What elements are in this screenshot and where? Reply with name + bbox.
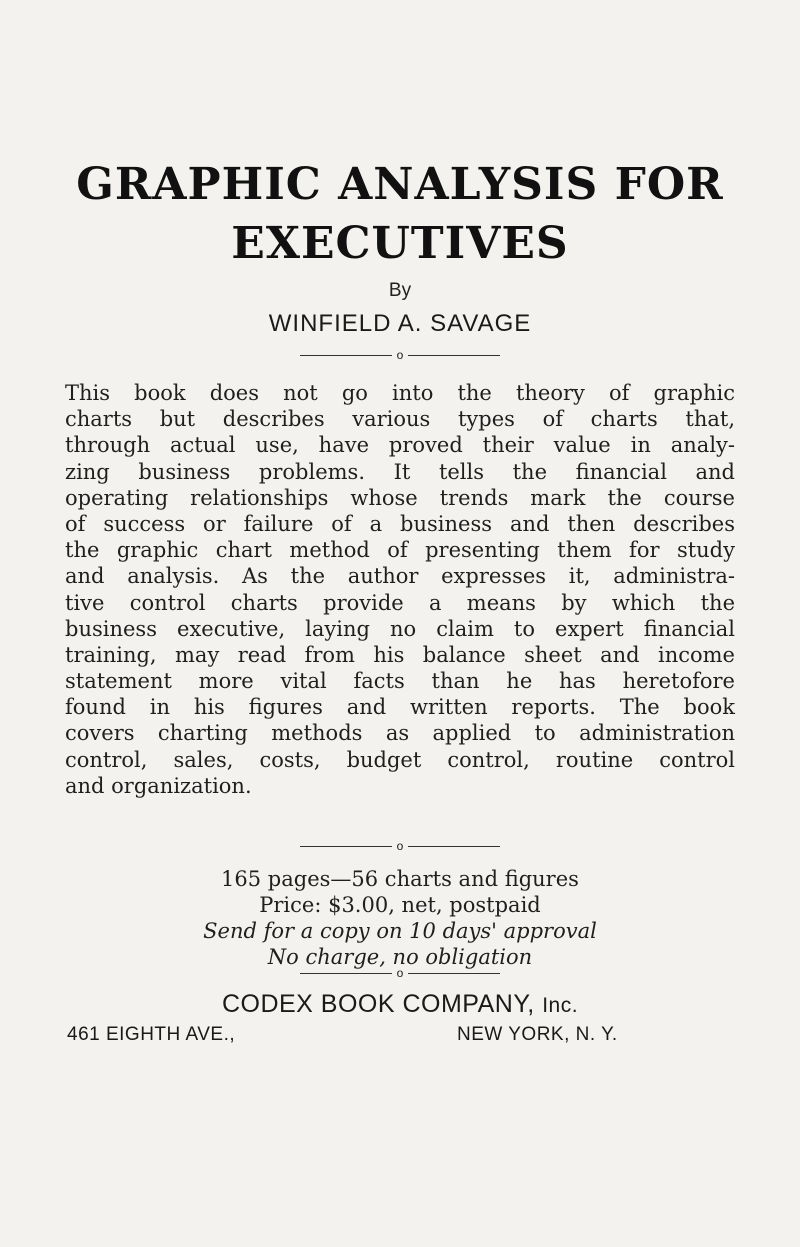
byline-label: By: [388, 280, 412, 301]
description-line: tive control charts provide a means by which the: [65, 590, 735, 615]
description-line: covers charting methods as applied to administration: [65, 721, 735, 746]
description-line: control, sales, costs, budget control, routine control: [65, 747, 735, 772]
no-charge-note: No charge, no obligation: [267, 945, 533, 969]
section-divider: o: [300, 348, 500, 362]
description-line: operating relationships whose trends mark the course: [65, 485, 735, 510]
description-line: found in his figures and written reports. The book: [65, 695, 735, 720]
title-line-2: EXECUTIVES: [231, 218, 569, 269]
description-line: and analysis. As the author expresses it, administra-: [65, 564, 735, 589]
author-name: WINFIELD A. SAVAGE: [268, 310, 532, 337]
description-line: zing business problems. It tells the financial and: [65, 459, 735, 484]
page-count: 165 pages—56 charts and figures: [221, 867, 579, 891]
section-divider: o: [300, 966, 500, 980]
section-divider: o: [300, 839, 500, 853]
description-line: of success or failure of a business and then describes: [65, 511, 735, 536]
title-line-1: GRAPHIC ANALYSIS FOR: [76, 159, 724, 210]
description-line: and organization.: [65, 773, 252, 798]
book-description: [65, 380, 735, 799]
description-line: statement more vital facts than he has heretofore: [65, 669, 735, 694]
approval-offer: Send for a copy on 10 days' approval: [203, 919, 597, 943]
description-line: business executive, laying no claim to expert financial: [65, 616, 735, 641]
description-line: the graphic chart method of presenting them for study: [65, 538, 735, 563]
publisher-city: NEW YORK, N. Y.: [457, 1024, 618, 1045]
description-line: through actual use, have proved their value in analy-: [65, 433, 735, 458]
description-line: training, may read from his balance sheet and income: [65, 642, 735, 667]
price: Price: $3.00, net, postpaid: [259, 893, 541, 917]
description-line: charts but describes various types of charts that,: [65, 407, 735, 432]
publisher-name: CODEX BOOK COMPANY, Inc.: [221, 990, 579, 1018]
publisher-street: 461 EIGHTH AVE.,: [67, 1024, 236, 1045]
description-line: This book does not go into the theory of graphic: [65, 381, 735, 405]
